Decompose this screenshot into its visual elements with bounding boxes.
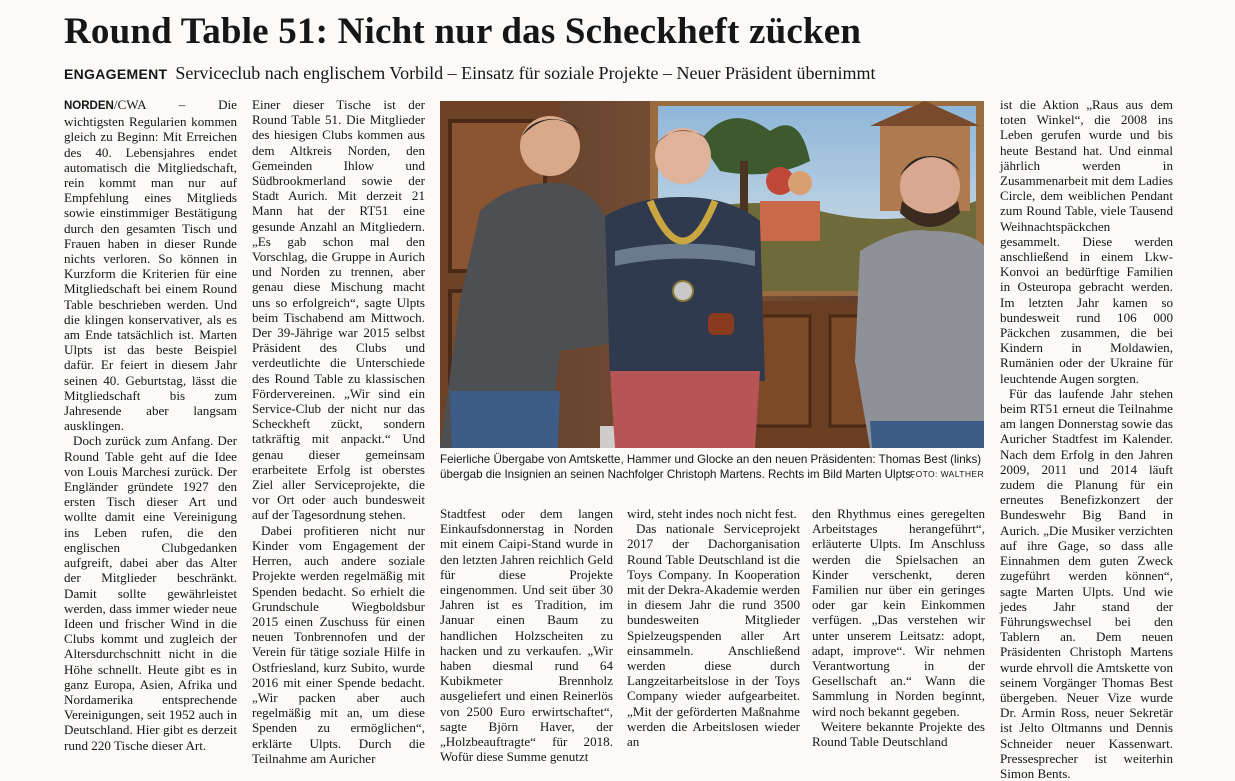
photo-credit: FOTO: WALTHER <box>910 469 984 480</box>
article-column-3 <box>440 506 613 765</box>
dateline: NORDEN <box>64 100 114 112</box>
article-column-2 <box>252 97 425 766</box>
paragraph: Einer dieser Tische ist der Round Table 51. Die Mitglieder des hiesigen Clubs kommen aus dem Altkreis Norden, den Gemeinden Ihlow und Südbrookmerland sowie der Stadt Aurich. Mit derzeit 21 Mann hat der RT51 eine gesunde Anzahl an Mitgliedern. „Es gab schon mal den Vorschlag, die Gruppe in Aurich und Norden zu trennen, aber genau diese Mischung macht uns so erfolgreich“, sagte Ulpts beim Tischabend am Mittwoch. Der 39-Jährige war 2015 selbst Präsident des Clubs und verdeutlichte die Unterschiede des Round Table zu klassischen Fördervereinen. „Wir sind ein Service-Club der nicht nur das Scheckheft zückt, sondern tatkräftig mit anpackt.“ Und genau dieser gemeinsam erarbeitete Erfolg ist oberstes Ziel aller Serviceprojekte, die vor Ort oder auch bundesweit auf der Tagesordnung stehen. <box>252 97 425 523</box>
article-column-5 <box>812 506 985 750</box>
caption-text: Feierliche Übergabe von Amtskette, Hammer und Glocke an den neuen Präsidenten: Thomas Best (links) übergab die Insignien an seinen Nachfolger Christoph Martens. Rechts im Bild Marten Ulpts. <box>440 453 982 482</box>
paragraph: Weitere bekannte Projekte des Round Table Deutschland <box>812 718 985 750</box>
paragraph: Doch zurück zum Anfang. Der Round Table geht auf die Idee von Louis Marchesi zurück. Der Engländer gründete 1927 den ersten Tisch dieser Art und wollte damit eine Vereinigung ins Leben rufen, die den englischen Clubgedanken aufgreift, dabei aber das Alter der Mitglieder beschränkt. Damit sollte gewährleistet werden, dass immer wieder neue Ideen und frischer Wind in die Clubs kommt und zugleich der Altersdurchschnitt nicht in die Höhe schnellt. Heute gibt es in ganz Europa, Asien, Afrika und Nordamerika entsprechende Vereinigungen, seit 1952 auch in Deutschland. Hier gibt es derzeit rund 220 Tische dieser Art. <box>64 433 237 753</box>
paragraph: Dabei profitieren nicht nur Kinder vom Engagement der Herren, auch andere soziale Projekte werden regelmäßig mit Spenden bedacht. So erhielt die Grundschule Wiegboldsbur 2015 einen Zuschuss für einen neuen Tonbrennofen und der Verein für tätige soziale Hilfe in Ostfriesland, kurz Subito, wurde 2016 mit einer Spende bedacht. „Wir packen aber auch regelmäßig mit an, um diese Spenden zu ermöglichen“, erklärte Ulpts. Durch die Teilnahme am Auricher <box>252 522 425 766</box>
subheadline <box>64 63 1224 84</box>
subheadline-text: Serviceclub nach englischem Vorbild – Einsatz für soziale Projekte – Neuer Präsident übernimmt <box>175 63 876 83</box>
paragraph: NORDEN/CWA – Die wichtigsten Regularien kommen gleich zu Beginn: Mit Erreichen des 40. Lebensjahres endet automatisch die Mitgliedschaft, rein kommt man nur auf Empfehlung eines Mitglieds sowie einstimmiger Bestätigung durch den gesamten Tisch und Frauen haben in dieser Runde nichts verloren. So können in Kurzform die Kriterien für eine Mitgliedschaft bei einem Round Table beschrieben werden. Und die klingen konservativer, als es am Ende tatsächlich ist. Marten Ulpts ist das beste Beispiel dafür. Er feiert in diesem Jahr seinen 40. Geburtstag, lässt die Mitgliedschaft bis zum Jahresende aber langsam ausklingen. <box>64 97 237 434</box>
paragraph: wird, steht indes noch nicht fest. <box>627 506 797 521</box>
paragraph: Stadtfest oder dem langen Einkaufsdonnerstag in Norden mit einem Caipi-Stand wurde in den letzten Jahren reichlich Geld für diese Projekte eingenommen. Und seit über 30 Jahren ist es Tradition, im Januar einen Baum zu handlichen Holzscheiten zu hacken und zu verkaufen. „Wir haben diesmal rund 64 Kubikmeter Brennholz ausgeliefert und einen Reinerlös von 2500 Euro erwirtschaftet“, sagte Björn Haver, der „Holzbeauftragte“ für 2018. Wofür diese Summe genutzt <box>440 506 613 765</box>
paragraph: ist die Aktion „Raus aus dem toten Winkel“, die 2008 ins Leben gerufen wurde und bis heute Bestand hat. Und einmal jährlich werden in Zusammenarbeit mit dem Ladies Circle, dem weiblichen Pendant zum Round Table, viele Tausend Weihnachtspäckchen gesammelt. Diese werden anschließend in einem Lkw-Konvoi an bedürftige Familien in Osteuropa gebracht werden. Im letzten Jahr kamen so bundesweit rund 106 000 Päckchen zusammen, die bei Kindern in Moldawien, Rumänien oder der Ukraine für leuchtende Augen sorgten. <box>1000 97 1173 386</box>
paragraph: den Rhythmus eines geregelten Arbeitstages herangeführt“, erläuterte Ulpts. Im Anschluss werden die Spielsachen an Kinder verschenkt, deren Familien nur über ein geringes oder gar kein Einkommen verfügen. „Das verstehen wir unter unserem Leitsatz: adopt, adapt, improve“. Wir nehmen Verantwortung in der Gesellschaft an.“ Wann die Sammlung in Norden beginnt, wird noch bekannt gegeben. <box>812 506 985 719</box>
headline: Round Table 51: Nicht nur das Scheckheft zücken <box>64 11 862 52</box>
paragraph: Das nationale Serviceprojekt 2017 der Dachorganisation Round Table Deutschland ist die Toys Company. In Kooperation mit der Dekra-Akademie werden in diesem Jahr die rund 3500 bundesweiten Mitglieder Spielzeugspenden aller Art einsammeln. Anschließend werden diese durch Langzeitarbeitslose in der Toys Company wieder aufgearbeitet. „Mit der geförderten Maßnahme werden die Arbeitslosen wieder an <box>627 521 800 750</box>
article-column-4 <box>627 506 800 750</box>
kicker: ENGAGEMENT <box>64 66 168 82</box>
paragraph: Für das laufende Jahr stehen beim RT51 erneut die Teilnahme am langen Donnerstag sowie das Auricher Stadtfest im Kalender. Nach dem Erfolg in den Jahren 2009, 2011 und 2014 läuft zudem die Planung für ein erneutes Benefizkonzert der Bundeswehr Big Band in Aurich. „Die Musiker verzichten auf ihre Gage, so dass alle Einnahmen dem guten Zweck zugeführt werden können“, sagte Marten Ulpts. Und wie jedes Jahr stand der Führungswechsel bei den Tablern an. Dem neuen Präsidenten Christoph Martens wurde ehrvoll die Amtskette von seinem Vorgänger Thomas Best übergeben. Neuer Vize wurde Dr. Armin Ross, neuer Sekretär ist Jelto Oltmanns und Dennis Schneider neuer Kassenwart. Pressesprecher ist weiterhin Simon Bents. <box>1000 385 1173 781</box>
article-column-6 <box>1000 97 1173 781</box>
article-photo <box>440 101 984 448</box>
photo-illustration <box>440 101 984 448</box>
photo-caption <box>440 452 984 483</box>
author: /CWA <box>113 97 146 112</box>
article-column-1 <box>64 97 237 753</box>
